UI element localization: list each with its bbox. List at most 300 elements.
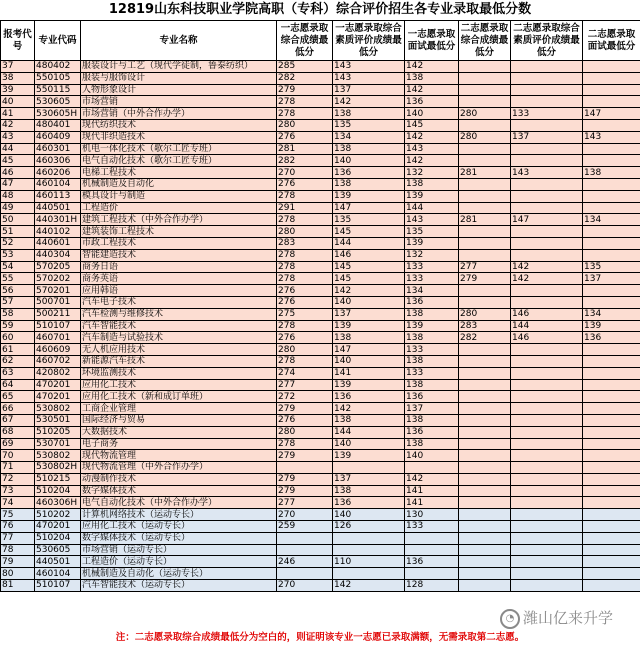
cell-no: 57 [1,296,35,308]
cell-code: 440501 [35,202,81,214]
cell-d [459,521,511,533]
cell-d [459,202,511,214]
cell-name: 国际经济与贸易 [81,414,277,426]
cell-e [511,202,583,214]
cell-c: 138 [405,72,459,84]
cell-name: 计算机网络技术（运动专长） [81,509,277,521]
cell-no: 42 [1,119,35,131]
cell-f [583,367,640,379]
cell-name: 汽车电子技术 [81,296,277,308]
table-row [1,497,640,509]
cell-no: 48 [1,190,35,202]
cell-d [459,462,511,474]
cell-f: 135 [583,261,640,273]
cell-f [583,202,640,214]
cell-e [511,143,583,155]
cell-f: 139 [583,320,640,332]
cell-c: 139 [405,190,459,202]
cell-code: 500701 [35,296,81,308]
cell-f: 147 [583,108,640,120]
cell-f [583,296,640,308]
cell-code: 460306H [35,497,81,509]
cell-no: 38 [1,72,35,84]
cell-e [511,367,583,379]
table-row [1,308,640,320]
cell-code: 460206 [35,167,81,179]
cell-no: 54 [1,261,35,273]
cell-e [511,497,583,509]
cell-d [459,485,511,497]
cell-f [583,344,640,356]
cell-a: 259 [277,521,333,533]
cell-no: 52 [1,237,35,249]
cell-b: 146 [333,249,405,261]
cell-d [459,72,511,84]
cell-b: 142 [333,403,405,415]
cell-d [459,84,511,96]
cell-code: 440501 [35,556,81,568]
header-second-interview: 二志愿录取面试最低分 [583,21,640,61]
cell-c: 134 [405,285,459,297]
cell-f [583,509,640,521]
cell-no: 72 [1,473,35,485]
cell-code: 530802 [35,403,81,415]
table-row [1,143,640,155]
cell-c: 141 [405,497,459,509]
table-row [1,450,640,462]
cell-c: 133 [405,521,459,533]
cell-a: 276 [277,285,333,297]
cell-no: 79 [1,556,35,568]
footnote: 注：二志愿录取综合成绩最低分为空白的，则证明该专业一志愿已录取满额，无需录取第二志愿。 [115,632,525,643]
cell-a: 277 [277,497,333,509]
cell-name: 现代非织造技术 [81,131,277,143]
cell-d: 283 [459,320,511,332]
cell-name: 汽车智能技术（运动专长） [81,580,277,592]
cell-e: 142 [511,261,583,273]
cell-f [583,391,640,403]
wechat-icon: ◔ [500,609,520,629]
cell-c: 138 [405,414,459,426]
cell-f [583,355,640,367]
table-row [1,379,640,391]
cell-e [511,509,583,521]
cell-name: 应用化工技术（新和成订单班） [81,391,277,403]
cell-a: 274 [277,367,333,379]
cell-d: 282 [459,332,511,344]
cell-no: 59 [1,320,35,332]
score-table [0,20,640,592]
cell-no: 65 [1,391,35,403]
cell-no: 37 [1,61,35,73]
cell-no: 40 [1,96,35,108]
table-row [1,556,640,568]
cell-d [459,119,511,131]
cell-e [511,521,583,533]
table-row [1,178,640,190]
cell-b: 140 [333,509,405,521]
cell-code: 480402 [35,61,81,73]
table-row [1,155,640,167]
table-row [1,544,640,556]
cell-a: 279 [277,84,333,96]
cell-no: 47 [1,178,35,190]
cell-a: 279 [277,450,333,462]
cell-e [511,473,583,485]
cell-d [459,355,511,367]
cell-c: 138 [405,332,459,344]
cell-name: 工程造价 [81,202,277,214]
cell-e: 142 [511,273,583,285]
cell-c: 133 [405,261,459,273]
cell-d [459,237,511,249]
cell-f [583,226,640,238]
table-row [1,84,640,96]
cell-d [459,414,511,426]
cell-e [511,96,583,108]
cell-e [511,190,583,202]
cell-c: 133 [405,344,459,356]
cell-c: 136 [405,296,459,308]
cell-e [511,237,583,249]
cell-code: 530701 [35,438,81,450]
cell-e [511,580,583,592]
cell-code: 420802 [35,367,81,379]
cell-f [583,497,640,509]
cell-d [459,226,511,238]
cell-b: 147 [333,344,405,356]
cell-a: 278 [277,249,333,261]
cell-name: 服装与服饰设计 [81,72,277,84]
cell-b: 144 [333,426,405,438]
cell-code: 570202 [35,273,81,285]
cell-d: 280 [459,308,511,320]
cell-no: 56 [1,285,35,297]
cell-name: 市场营销（运动专长） [81,544,277,556]
cell-name: 环境监测技术 [81,367,277,379]
cell-name: 工程造价（运动专长） [81,556,277,568]
cell-e [511,391,583,403]
cell-e [511,568,583,580]
table-row [1,61,640,73]
cell-f [583,72,640,84]
cell-name: 机械制造及自动化 [81,178,277,190]
cell-e [511,450,583,462]
cell-d: 280 [459,131,511,143]
cell-e: 147 [511,214,583,226]
cell-name: 市场营销 [81,96,277,108]
cell-name: 商务英语 [81,273,277,285]
cell-b [333,532,405,544]
cell-f [583,438,640,450]
cell-b: 136 [333,497,405,509]
cell-code: 460113 [35,190,81,202]
cell-c [405,462,459,474]
header-name: 专业名称 [81,21,277,61]
table-row [1,391,640,403]
cell-no: 41 [1,108,35,120]
table-row [1,568,640,580]
cell-b: 144 [333,237,405,249]
cell-d: 281 [459,167,511,179]
table-row [1,214,640,226]
cell-f [583,237,640,249]
cell-d [459,155,511,167]
table-body [1,61,640,592]
watermark [500,606,613,630]
cell-no: 51 [1,226,35,238]
cell-b: 110 [333,556,405,568]
cell-code: 510204 [35,532,81,544]
cell-e [511,226,583,238]
cell-name: 现代物流管理 [81,450,277,462]
cell-f [583,143,640,155]
cell-a: 278 [277,261,333,273]
cell-c: 132 [405,167,459,179]
cell-e [511,544,583,556]
cell-c: 142 [405,473,459,485]
table-row [1,355,640,367]
cell-no: 66 [1,403,35,415]
cell-code: 440601 [35,237,81,249]
cell-d: 279 [459,273,511,285]
cell-e [511,285,583,297]
cell-code: 510205 [35,426,81,438]
cell-f: 134 [583,308,640,320]
cell-d [459,61,511,73]
cell-a: 281 [277,143,333,155]
cell-e [511,249,583,261]
cell-a: 278 [277,108,333,120]
cell-d [459,556,511,568]
cell-code: 460104 [35,178,81,190]
cell-a [277,568,333,580]
cell-f [583,403,640,415]
cell-name: 数字媒体技术 [81,485,277,497]
cell-name: 市场营销（中外合作办学） [81,108,277,120]
cell-code: 530802 [35,450,81,462]
cell-c [405,544,459,556]
cell-code: 510107 [35,580,81,592]
cell-no: 62 [1,355,35,367]
cell-d [459,367,511,379]
cell-f [583,462,640,474]
cell-name: 电子商务 [81,438,277,450]
cell-e [511,155,583,167]
cell-name: 智能建造技术 [81,249,277,261]
cell-b: 145 [333,261,405,273]
cell-no: 45 [1,155,35,167]
cell-a: 282 [277,72,333,84]
cell-name: 现代纺织技术 [81,119,277,131]
cell-name: 机械制造及自动化（运动专长） [81,568,277,580]
cell-c [405,532,459,544]
cell-f [583,556,640,568]
cell-code: 460306 [35,155,81,167]
table-row [1,580,640,592]
cell-no: 58 [1,308,35,320]
cell-d [459,178,511,190]
table-row [1,108,640,120]
table-row [1,509,640,521]
cell-a: 276 [277,178,333,190]
cell-no: 43 [1,131,35,143]
cell-no: 78 [1,544,35,556]
header-second-total: 二志愿录取综合成绩最低分 [459,21,511,61]
cell-d [459,96,511,108]
cell-a: 278 [277,320,333,332]
cell-code: 530802H [35,462,81,474]
cell-b: 140 [333,355,405,367]
cell-f: 138 [583,167,640,179]
cell-b: 142 [333,285,405,297]
cell-code: 470201 [35,379,81,391]
cell-c: 136 [405,426,459,438]
cell-a: 275 [277,308,333,320]
cell-d: 280 [459,108,511,120]
cell-c: 128 [405,580,459,592]
cell-d [459,296,511,308]
cell-d [459,473,511,485]
header-first-interview: 一志愿录取面试最低分 [405,21,459,61]
cell-c: 143 [405,214,459,226]
header-no: 报考代号 [1,21,35,61]
cell-no: 39 [1,84,35,96]
cell-a: 270 [277,580,333,592]
cell-b: 135 [333,214,405,226]
cell-code: 460409 [35,131,81,143]
cell-b: 139 [333,320,405,332]
cell-code: 510107 [35,320,81,332]
cell-code: 530605H [35,108,81,120]
header-second-quality: 二志愿录取综合素质评价成绩最低分 [511,21,583,61]
cell-f [583,580,640,592]
cell-b: 138 [333,332,405,344]
cell-name: 商务日语 [81,261,277,273]
cell-f: 143 [583,131,640,143]
header-first-total: 一志愿录取综合成绩最低分 [277,21,333,61]
cell-c: 135 [405,226,459,238]
cell-code: 530605 [35,96,81,108]
cell-a: 278 [277,96,333,108]
cell-c: 136 [405,556,459,568]
cell-e [511,178,583,190]
cell-b: 138 [333,143,405,155]
cell-no: 44 [1,143,35,155]
cell-b: 140 [333,296,405,308]
cell-e: 137 [511,131,583,143]
cell-c: 136 [405,391,459,403]
table-row [1,403,640,415]
cell-e [511,485,583,497]
cell-name: 人物形象设计 [81,84,277,96]
cell-c: 136 [405,96,459,108]
cell-a: 285 [277,61,333,73]
cell-f [583,426,640,438]
cell-b: 138 [333,178,405,190]
cell-a: 279 [277,403,333,415]
cell-b: 143 [333,61,405,73]
cell-code: 460609 [35,344,81,356]
cell-e [511,72,583,84]
cell-name: 工商企业管理 [81,403,277,415]
table-row [1,167,640,179]
cell-code: 550115 [35,84,81,96]
cell-no: 67 [1,414,35,426]
cell-no: 60 [1,332,35,344]
cell-code: 500211 [35,308,81,320]
cell-f: 134 [583,214,640,226]
cell-e: 143 [511,167,583,179]
table-row [1,285,640,297]
header-code: 专业代码 [35,21,81,61]
cell-d [459,344,511,356]
cell-code: 480401 [35,119,81,131]
cell-name: 模具设计与制造 [81,190,277,202]
cell-c: 144 [405,202,459,214]
table-row [1,344,640,356]
cell-code: 550105 [35,72,81,84]
cell-a: 280 [277,344,333,356]
cell-c: 138 [405,355,459,367]
cell-b: 143 [333,72,405,84]
cell-e: 133 [511,108,583,120]
cell-a: 276 [277,296,333,308]
cell-no: 61 [1,344,35,356]
cell-e [511,462,583,474]
cell-b: 141 [333,367,405,379]
table-row [1,190,640,202]
cell-f [583,84,640,96]
cell-code: 510215 [35,473,81,485]
cell-no: 64 [1,379,35,391]
cell-f [583,450,640,462]
cell-no: 63 [1,367,35,379]
cell-f [583,249,640,261]
cell-c: 141 [405,485,459,497]
table-row [1,462,640,474]
cell-c: 139 [405,320,459,332]
cell-name: 现代物流管理（中外合作办学） [81,462,277,474]
cell-f [583,568,640,580]
cell-code: 510204 [35,485,81,497]
cell-d [459,544,511,556]
cell-a: 280 [277,426,333,438]
cell-d [459,509,511,521]
cell-a: 282 [277,155,333,167]
cell-b: 137 [333,308,405,320]
cell-b: 138 [333,108,405,120]
cell-a: 278 [277,273,333,285]
cell-c: 133 [405,367,459,379]
cell-f: 136 [583,332,640,344]
cell-name: 数字媒体技术（运动专长） [81,532,277,544]
cell-e [511,119,583,131]
cell-c: 140 [405,108,459,120]
cell-f [583,178,640,190]
cell-a: 278 [277,214,333,226]
cell-f [583,285,640,297]
cell-b: 137 [333,473,405,485]
cell-name: 新能源汽车技术 [81,355,277,367]
table-row [1,202,640,214]
cell-d [459,403,511,415]
cell-b: 137 [333,84,405,96]
cell-d [459,568,511,580]
cell-b [333,544,405,556]
cell-f [583,485,640,497]
cell-a: 276 [277,131,333,143]
